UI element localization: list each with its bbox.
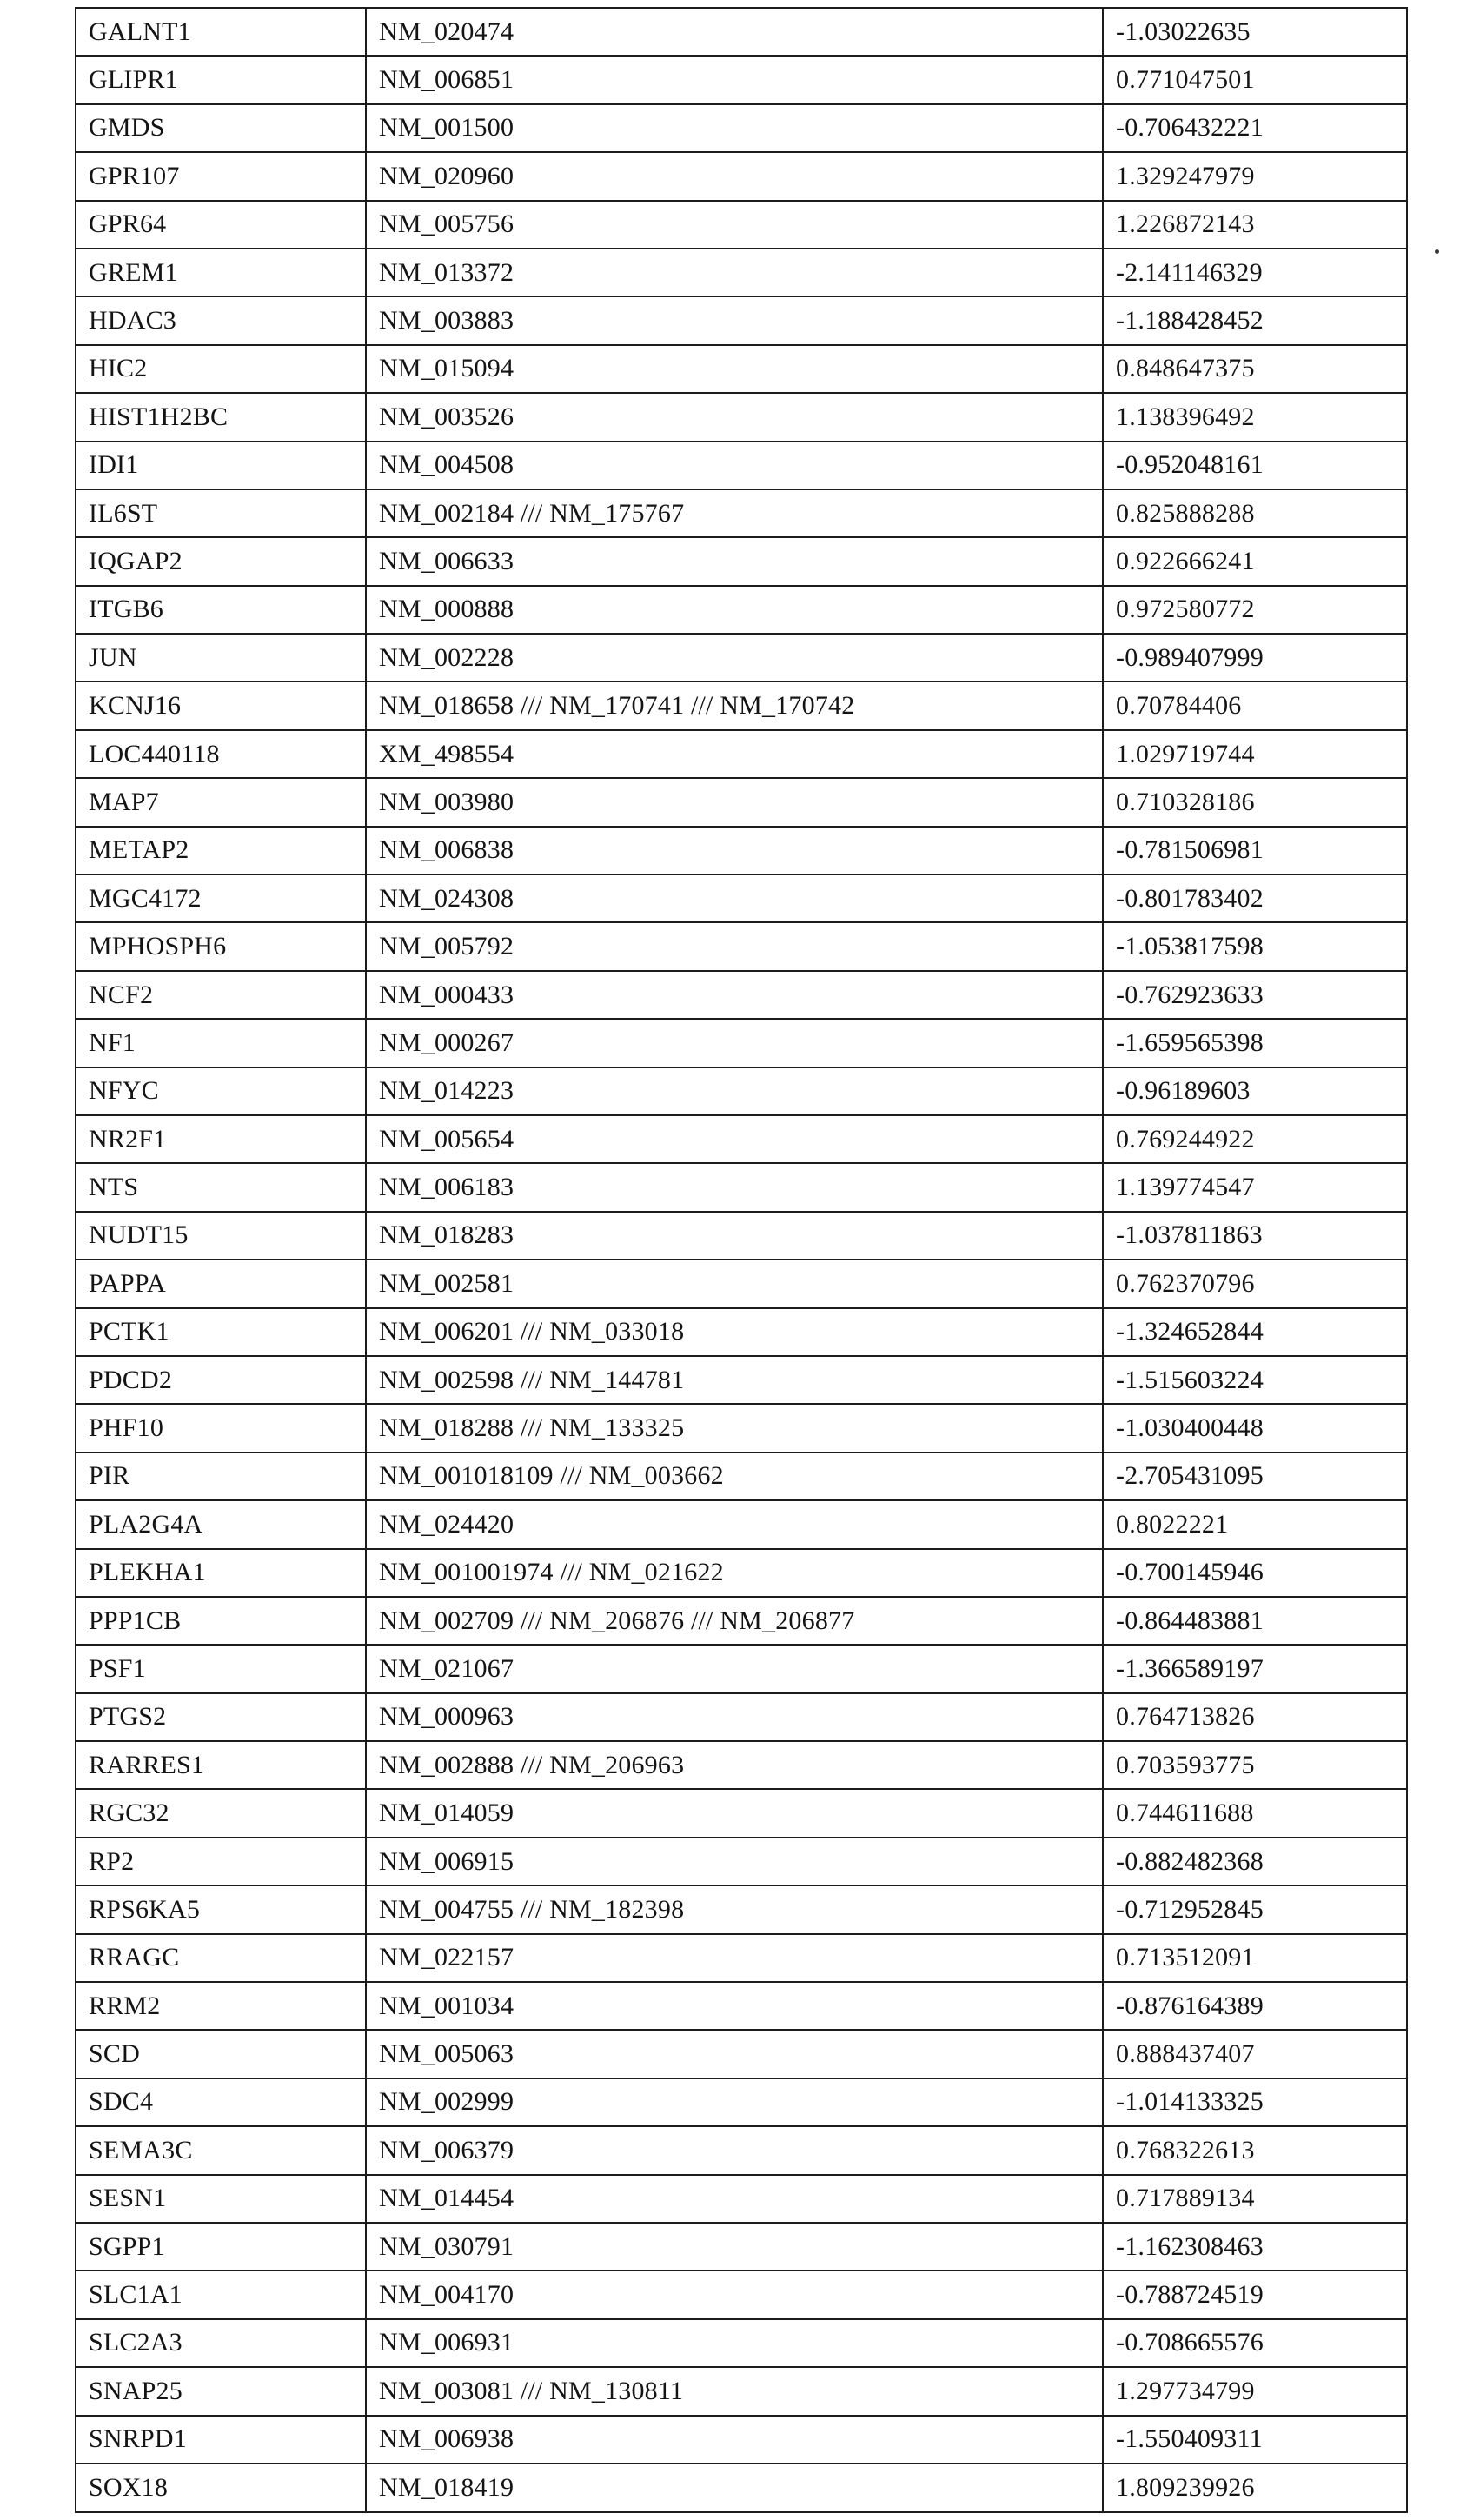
gene-symbol-cell: NTS (76, 1163, 366, 1211)
table-row (76, 2030, 1407, 2078)
accession-cell: NM_002598 /// NM_144781 (366, 1356, 1103, 1404)
value-cell: -0.96189603 (1103, 1067, 1407, 1115)
accession-cell: NM_005756 (366, 201, 1103, 249)
table-row (76, 874, 1407, 922)
gene-symbol-cell: GPR64 (76, 201, 366, 249)
accession-cell: NM_015094 (366, 345, 1103, 393)
accession-cell: NM_013372 (366, 249, 1103, 296)
accession-cell: NM_018283 (366, 1212, 1103, 1260)
value-cell: 0.744611688 (1103, 1789, 1407, 1837)
value-cell: -0.700145946 (1103, 1549, 1407, 1597)
gene-symbol-cell: IDI1 (76, 442, 366, 489)
gene-symbol-cell: GPR107 (76, 152, 366, 200)
gene-symbol-cell: RGC32 (76, 1789, 366, 1837)
accession-cell: NM_000963 (366, 1693, 1103, 1741)
value-cell: 1.029719744 (1103, 730, 1407, 778)
value-cell: -0.801783402 (1103, 874, 1407, 922)
table-row (76, 1453, 1407, 1500)
gene-symbol-cell: SNAP25 (76, 2367, 366, 2415)
table-row (76, 1789, 1407, 1837)
table-row (76, 1693, 1407, 1741)
value-cell: -2.141146329 (1103, 249, 1407, 296)
value-cell: -0.762923633 (1103, 971, 1407, 1019)
accession-cell: NM_030791 (366, 2223, 1103, 2271)
accession-cell: NM_000433 (366, 971, 1103, 1019)
gene-symbol-cell: RP2 (76, 1838, 366, 1885)
gene-symbol-cell: PSF1 (76, 1645, 366, 1692)
value-cell: 0.825888288 (1103, 489, 1407, 537)
value-cell: -1.014133325 (1103, 2078, 1407, 2126)
accession-cell: NM_004755 /// NM_182398 (366, 1885, 1103, 1933)
table-row (76, 1838, 1407, 1885)
value-cell: -0.882482368 (1103, 1838, 1407, 1885)
value-cell: 0.922666241 (1103, 537, 1407, 585)
table-row (76, 1934, 1407, 1982)
gene-symbol-cell: PLA2G4A (76, 1500, 366, 1548)
accession-cell: NM_003526 (366, 393, 1103, 441)
gene-symbol-cell: SLC2A3 (76, 2319, 366, 2367)
gene-symbol-cell: ITGB6 (76, 586, 366, 634)
table-row (76, 778, 1407, 826)
accession-cell: NM_006201 /// NM_033018 (366, 1308, 1103, 1356)
table-row (76, 537, 1407, 585)
value-cell: -1.162308463 (1103, 2223, 1407, 2271)
table-row (76, 827, 1407, 874)
accession-cell: NM_001034 (366, 1982, 1103, 2030)
value-cell: -1.324652844 (1103, 1308, 1407, 1356)
value-cell: 0.70784406 (1103, 682, 1407, 729)
table-row (76, 2416, 1407, 2463)
accession-cell: NM_014454 (366, 2175, 1103, 2223)
gene-symbol-cell: HDAC3 (76, 296, 366, 344)
table-row (76, 345, 1407, 393)
table-row (76, 586, 1407, 634)
gene-symbol-cell: GREM1 (76, 249, 366, 296)
value-cell: 0.764713826 (1103, 1693, 1407, 1741)
gene-symbol-cell: PHF10 (76, 1404, 366, 1452)
value-cell: -0.781506981 (1103, 827, 1407, 874)
accession-cell: NM_024308 (366, 874, 1103, 922)
accession-cell: NM_003081 /// NM_130811 (366, 2367, 1103, 2415)
table-row (76, 730, 1407, 778)
table-row (76, 1115, 1407, 1163)
gene-symbol-cell: SGPP1 (76, 2223, 366, 2271)
accession-cell: NM_005063 (366, 2030, 1103, 2078)
value-cell: -0.864483881 (1103, 1597, 1407, 1645)
gene-symbol-cell: PPP1CB (76, 1597, 366, 1645)
value-cell: -1.515603224 (1103, 1356, 1407, 1404)
table-row (76, 296, 1407, 344)
gene-symbol-cell: MGC4172 (76, 874, 366, 922)
accession-cell: NM_006851 (366, 56, 1103, 103)
gene-symbol-cell: SLC1A1 (76, 2271, 366, 2318)
accession-cell: NM_000267 (366, 1019, 1103, 1067)
gene-symbol-cell: PDCD2 (76, 1356, 366, 1404)
table-row (76, 1549, 1407, 1597)
gene-symbol-cell: SNRPD1 (76, 2416, 366, 2463)
accession-cell: NM_024420 (366, 1500, 1103, 1548)
gene-symbol-cell: NUDT15 (76, 1212, 366, 1260)
table-row (76, 2463, 1407, 2512)
value-cell: -0.876164389 (1103, 1982, 1407, 2030)
table-row (76, 1212, 1407, 1260)
table-row (76, 201, 1407, 249)
value-cell: -1.659565398 (1103, 1019, 1407, 1067)
value-cell: 0.8022221 (1103, 1500, 1407, 1548)
value-cell: -1.366589197 (1103, 1645, 1407, 1692)
value-cell: -0.706432221 (1103, 104, 1407, 152)
accession-cell: NM_006379 (366, 2126, 1103, 2174)
gene-symbol-cell: JUN (76, 634, 366, 682)
gene-symbol-cell: GALNT1 (76, 8, 366, 56)
accession-cell: NM_002184 /// NM_175767 (366, 489, 1103, 537)
value-cell: -0.708665576 (1103, 2319, 1407, 2367)
value-cell: 0.848647375 (1103, 345, 1407, 393)
value-cell: 1.139774547 (1103, 1163, 1407, 1211)
value-cell: 0.972580772 (1103, 586, 1407, 634)
value-cell: 1.809239926 (1103, 2463, 1407, 2512)
value-cell: 1.226872143 (1103, 201, 1407, 249)
value-cell: 0.710328186 (1103, 778, 1407, 826)
value-cell: 0.717889134 (1103, 2175, 1407, 2223)
table-row (76, 152, 1407, 200)
gene-symbol-cell: SESN1 (76, 2175, 366, 2223)
gene-symbol-cell: PTGS2 (76, 1693, 366, 1741)
table-row (76, 922, 1407, 970)
value-cell: 0.771047501 (1103, 56, 1407, 103)
gene-symbol-cell: RRAGC (76, 1934, 366, 1982)
accession-cell: NM_006931 (366, 2319, 1103, 2367)
accession-cell: NM_002709 /// NM_206876 /// NM_206877 (366, 1597, 1103, 1645)
table-row (76, 682, 1407, 729)
accession-cell: NM_005654 (366, 1115, 1103, 1163)
accession-cell: NM_014223 (366, 1067, 1103, 1115)
accession-cell: NM_022157 (366, 1934, 1103, 1982)
accession-cell: NM_001001974 /// NM_021622 (366, 1549, 1103, 1597)
gene-symbol-cell: SDC4 (76, 2078, 366, 2126)
table-row (76, 971, 1407, 1019)
gene-symbol-cell: MPHOSPH6 (76, 922, 366, 970)
table-row (76, 2223, 1407, 2271)
gene-symbol-cell: HIST1H2BC (76, 393, 366, 441)
accession-cell: NM_020960 (366, 152, 1103, 200)
accession-cell: XM_498554 (366, 730, 1103, 778)
accession-cell: NM_006915 (366, 1838, 1103, 1885)
table-row (76, 1019, 1407, 1067)
table-row (76, 1308, 1407, 1356)
table-row (76, 1885, 1407, 1933)
table-row (76, 1982, 1407, 2030)
gene-symbol-cell: NR2F1 (76, 1115, 366, 1163)
accession-cell: NM_003883 (366, 296, 1103, 344)
value-cell: 0.703593775 (1103, 1741, 1407, 1789)
table-row (76, 1356, 1407, 1404)
value-cell: 1.329247979 (1103, 152, 1407, 200)
table-row (76, 1597, 1407, 1645)
value-cell: -0.989407999 (1103, 634, 1407, 682)
value-cell: 0.888437407 (1103, 2030, 1407, 2078)
value-cell: -0.788724519 (1103, 2271, 1407, 2318)
gene-symbol-cell: PIR (76, 1453, 366, 1500)
gene-symbol-cell: RRM2 (76, 1982, 366, 2030)
accession-cell: NM_020474 (366, 8, 1103, 56)
gene-symbol-cell: RARRES1 (76, 1741, 366, 1789)
value-cell: -1.550409311 (1103, 2416, 1407, 2463)
gene-symbol-cell: IL6ST (76, 489, 366, 537)
accession-cell: NM_006938 (366, 2416, 1103, 2463)
accession-cell: NM_002581 (366, 1260, 1103, 1307)
accession-cell: NM_002999 (366, 2078, 1103, 2126)
gene-symbol-cell: RPS6KA5 (76, 1885, 366, 1933)
table-row (76, 1067, 1407, 1115)
gene-symbol-cell: NCF2 (76, 971, 366, 1019)
table-row (76, 2126, 1407, 2174)
gene-symbol-cell: SEMA3C (76, 2126, 366, 2174)
accession-cell: NM_021067 (366, 1645, 1103, 1692)
gene-symbol-cell: GLIPR1 (76, 56, 366, 103)
gene-symbol-cell: HIC2 (76, 345, 366, 393)
table-row (76, 1741, 1407, 1789)
gene-symbol-cell: MAP7 (76, 778, 366, 826)
gene-symbol-cell: PAPPA (76, 1260, 366, 1307)
table-row (76, 393, 1407, 441)
accession-cell: NM_018288 /// NM_133325 (366, 1404, 1103, 1452)
table-row (76, 1260, 1407, 1307)
gene-symbol-cell: PCTK1 (76, 1308, 366, 1356)
accession-cell: NM_000888 (366, 586, 1103, 634)
value-cell: -1.188428452 (1103, 296, 1407, 344)
accession-cell: NM_006183 (366, 1163, 1103, 1211)
value-cell: 1.297734799 (1103, 2367, 1407, 2415)
accession-cell: NM_004170 (366, 2271, 1103, 2318)
gene-symbol-cell: GMDS (76, 104, 366, 152)
accession-cell: NM_001500 (366, 104, 1103, 152)
gene-symbol-cell: NFYC (76, 1067, 366, 1115)
gene-table-body (76, 8, 1407, 2512)
accession-cell: NM_005792 (366, 922, 1103, 970)
accession-cell: NM_002888 /// NM_206963 (366, 1741, 1103, 1789)
table-row (76, 1163, 1407, 1211)
value-cell: 0.762370796 (1103, 1260, 1407, 1307)
table-row (76, 1645, 1407, 1692)
value-cell: -0.952048161 (1103, 442, 1407, 489)
accession-cell: NM_014059 (366, 1789, 1103, 1837)
value-cell: -1.037811863 (1103, 1212, 1407, 1260)
value-cell: 0.769244922 (1103, 1115, 1407, 1163)
table-row (76, 1500, 1407, 1548)
gene-symbol-cell: METAP2 (76, 827, 366, 874)
value-cell: 0.713512091 (1103, 1934, 1407, 1982)
table-row (76, 1404, 1407, 1452)
value-cell: 0.768322613 (1103, 2126, 1407, 2174)
table-row (76, 8, 1407, 56)
table-row (76, 634, 1407, 682)
table-row (76, 489, 1407, 537)
table-row (76, 2271, 1407, 2318)
gene-symbol-cell: SOX18 (76, 2463, 366, 2512)
table-row (76, 56, 1407, 103)
scan-artifact-dot (1435, 249, 1439, 254)
accession-cell: NM_006633 (366, 537, 1103, 585)
accession-cell: NM_018658 /// NM_170741 /// NM_170742 (366, 682, 1103, 729)
table-row (76, 2078, 1407, 2126)
gene-symbol-cell: LOC440118 (76, 730, 366, 778)
table-row (76, 2319, 1407, 2367)
accession-cell: NM_003980 (366, 778, 1103, 826)
value-cell: -1.053817598 (1103, 922, 1407, 970)
table-row (76, 104, 1407, 152)
value-cell: -0.712952845 (1103, 1885, 1407, 1933)
gene-symbol-cell: NF1 (76, 1019, 366, 1067)
accession-cell: NM_002228 (366, 634, 1103, 682)
accession-cell: NM_018419 (366, 2463, 1103, 2512)
table-row (76, 2367, 1407, 2415)
gene-symbol-cell: KCNJ16 (76, 682, 366, 729)
gene-symbol-cell: PLEKHA1 (76, 1549, 366, 1597)
value-cell: -1.03022635 (1103, 8, 1407, 56)
table-row (76, 249, 1407, 296)
gene-symbol-cell: IQGAP2 (76, 537, 366, 585)
table-row (76, 2175, 1407, 2223)
accession-cell: NM_004508 (366, 442, 1103, 489)
gene-expression-table (75, 7, 1408, 2513)
accession-cell: NM_001018109 /// NM_003662 (366, 1453, 1103, 1500)
value-cell: -2.705431095 (1103, 1453, 1407, 1500)
accession-cell: NM_006838 (366, 827, 1103, 874)
table-row (76, 442, 1407, 489)
gene-symbol-cell: SCD (76, 2030, 366, 2078)
value-cell: 1.138396492 (1103, 393, 1407, 441)
value-cell: -1.030400448 (1103, 1404, 1407, 1452)
